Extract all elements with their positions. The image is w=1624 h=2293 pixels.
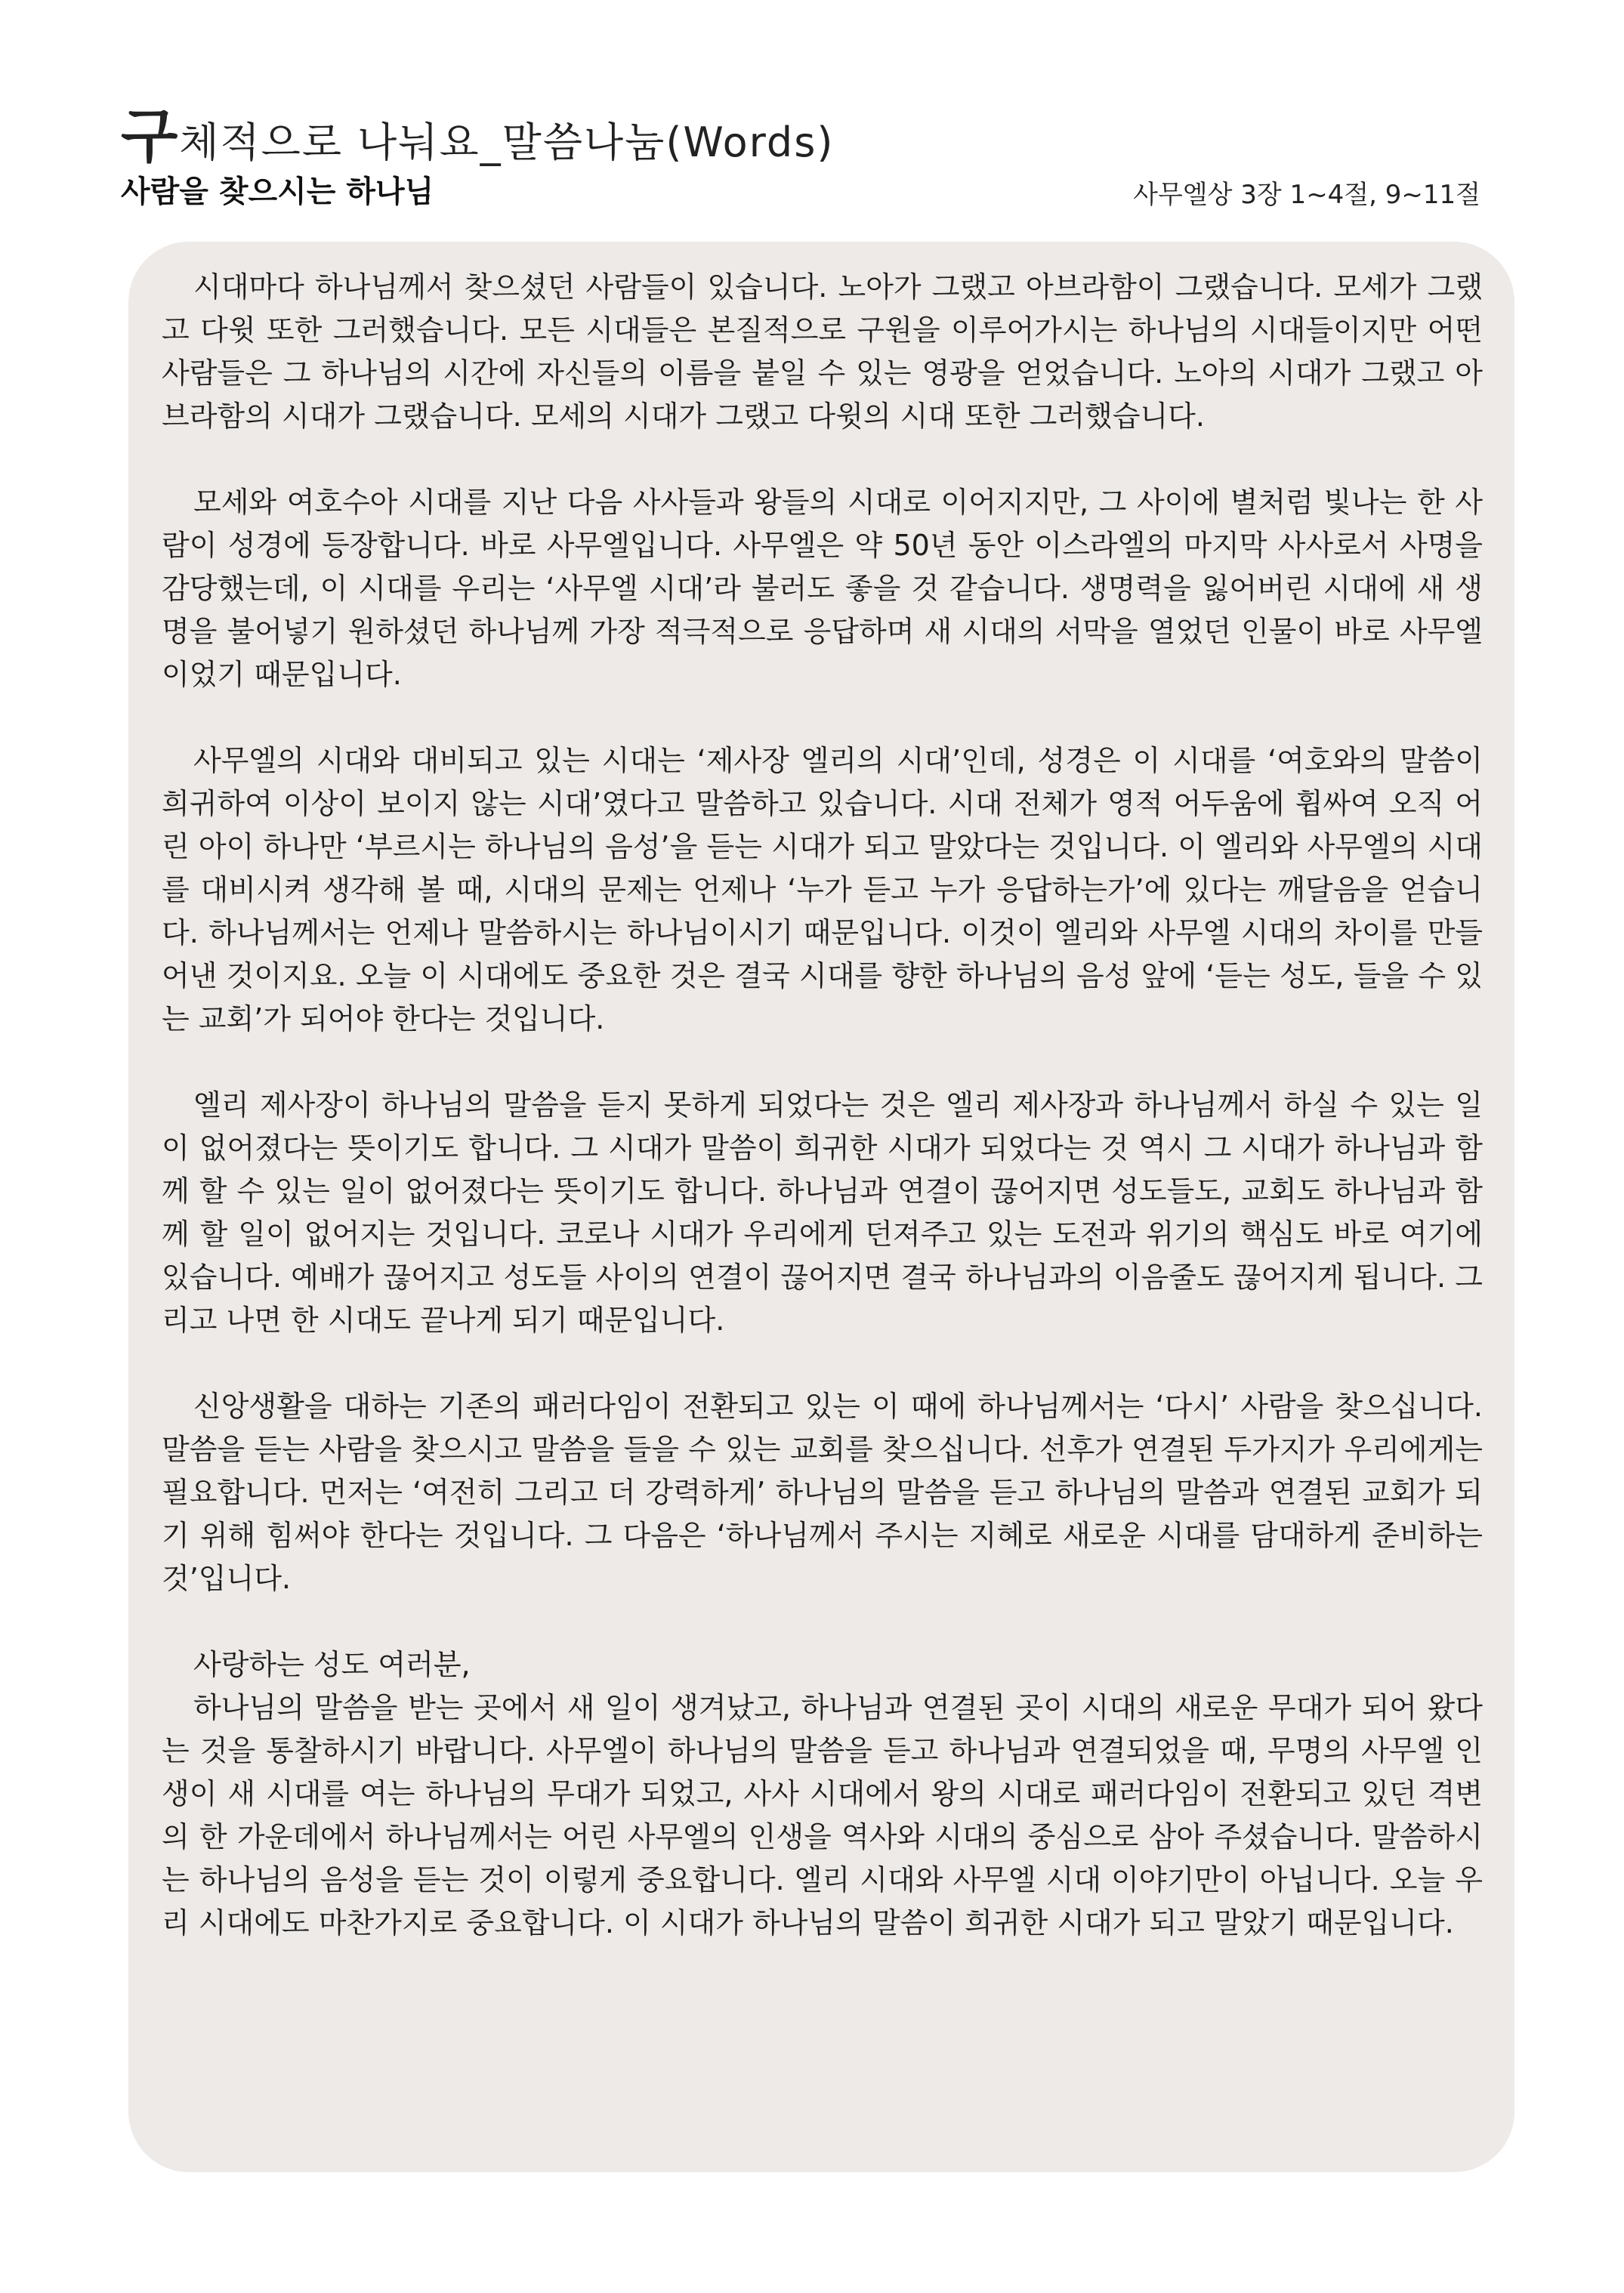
paragraph-3: 사무엘의 시대와 대비되고 있는 시대는 ‘제사장 엘리의 시대’인데, 성경은 이 시대를 ‘여호와의 말씀이 희귀하여 이상이 보이지 않는 시대’였다고 말씀하고 있습니다. 시대 전체가 영적 어두움에 휩싸여 오직 어린 아이 하나만 ‘부르시는 하나님의 음성’을 듣는 시대가 되고 말았다는 것입니다. 이 엘리와 사무엘의 시대를 대비시켜 생각해 볼 때, 시대의 문제는 언제나 ‘누가 듣고 누가 응답하는가’에 있다는 깨달음을 얻습니다. 하나님께서는 언제나 말씀하시는 하나님이시기 때문입니다. 이것이 엘리와 사무엘 시대의 차이를 만들어낸 것이지요. 오늘 이 시대에도 중요한 것은 결국 시대를 향한 하나님의 음성 앞에 ‘듣는 성도, 들을 수 있는 교회’가 되어야 한다는 것입니다.: [162, 744, 1483, 1035]
paragraph-6: 하나님의 말씀을 받는 곳에서 새 일이 생겨났고, 하나님과 연결된 곳이 시대의 새로운 무대가 되어 왔다는 것을 통찰하시기 바랍니다. 사무엘이 하나님의 말씀을 듣고 하나님과 연결되었을 때, 무명의 사무엘 인생이 새 시대를 여는 하나님의 무대가 되었고, 사사 시대에서 왕의 시대로 패러다임이 전환되고 있던 격변의 한 가운데에서 하나님께서는 어린 사무엘의 인생을 역사와 시대의 중심으로 삼아 주셨습니다. 말씀하시는 하나님의 음성을 듣는 것이 이렇게 중요합니다. 엘리 시대와 사무엘 시대 이야기만이 아닙니다. 오늘 우리 시대에도 마찬가지로 중요합니다. 이 시대가 하나님의 말씀이 희귀한 시대가 되고 말았기 때문입니다.: [162, 1691, 1483, 1940]
paragraph-5: 신앙생활을 대하는 기존의 패러다임이 전환되고 있는 이 때에 하나님께서는 ‘다시’ 사람을 찾으십니다. 말씀을 듣는 사람을 찾으시고 말씀을 들을 수 있는 교회를 찾으십니다. 선후가 연결된 두가지가 우리에게는 필요합니다. 먼저는 ‘여전히 그리고 더 강력하게’ 하나님의 말씀을 듣고 하나님의 말씀과 연결된 교회가 되기 위해 힘써야 한다는 것입니다. 그 다음은 ‘하나님께서 주시는 지혜로 새로운 시대를 담대하게 준비하는 것’입니다.: [162, 1390, 1483, 1595]
paragraph-4: 엘리 제사장이 하나님의 말씀을 듣지 못하게 되었다는 것은 엘리 제사장과 하나님께서 하실 수 있는 일이 없어졌다는 뜻이기도 합니다. 그 시대가 말씀이 희귀한 시대가 되었다는 것 역시 그 시대가 하나님과 함께 할 수 있는 일이 없어졌다는 뜻이기도 합니다. 하나님과 연결이 끊어지면 성도들도, 교회도 하나님과 함께 할 일이 없어지는 것입니다. 코로나 시대가 우리에게 던져주고 있는 도전과 위기의 핵심도 바로 여기에 있습니다. 예배가 끊어지고 성도들 사이의 연결이 끊어지면 결국 하나님과의 이음줄도 끊어지게 됩니다. 그리고 나면 한 시대도 끝나게 되기 때문입니다.: [162, 1088, 1483, 1337]
paragraph-greeting: 사랑하는 성도 여러분,: [193, 1648, 471, 1681]
paragraph-1: 시대마다 하나님께서 찾으셨던 사람들이 있습니다. 노아가 그랬고 아브라함이 그랬습니다. 모세가 그랬고 다윗 또한 그러했습니다. 모든 시대들은 본질적으로 구원을 이루어가시는 하나님의 시대들이지만 어떤 사람들은 그 하나님의 시간에 자신들의 이름을 붙일 수 있는 영광을 얻었습니다. 노아의 시대가 그랬고 아브라함의 시대가 그랬습니다. 모세의 시대가 그랬고 다윗의 시대 또한 그러했습니다.: [162, 270, 1483, 433]
sermon-text-box: [128, 242, 1514, 2172]
sermon-subtitle: 사람을 찾으시는 하나님: [121, 174, 434, 209]
page-title: [121, 89, 834, 174]
paragraph-2: 모세와 여호수아 시대를 지난 다음 사사들과 왕들의 시대로 이어지지만, 그 사이에 별처럼 빛나는 한 사람이 성경에 등장합니다. 바로 사무엘입니다. 사무엘은 약 50년 동안 이스라엘의 마지막 사사로서 사명을 감당했는데, 이 시대를 우리는 ‘사무엘 시대’라 불러도 좋을 것 같습니다. 생명력을 잃어버린 시대에 새 생명을 불어넣기 원하셨던 하나님께 가장 적극적으로 응답하며 새 시대의 서막을 열었던 인물이 바로 사무엘이었기 때문입니다.: [162, 486, 1483, 691]
title-initial: 구: [121, 103, 180, 171]
scripture-reference: 사무엘상 3장 1~4절, 9~11절: [1133, 180, 1480, 210]
title-text: 체적으로 나눠요_말씀나눔(Words): [179, 119, 835, 166]
